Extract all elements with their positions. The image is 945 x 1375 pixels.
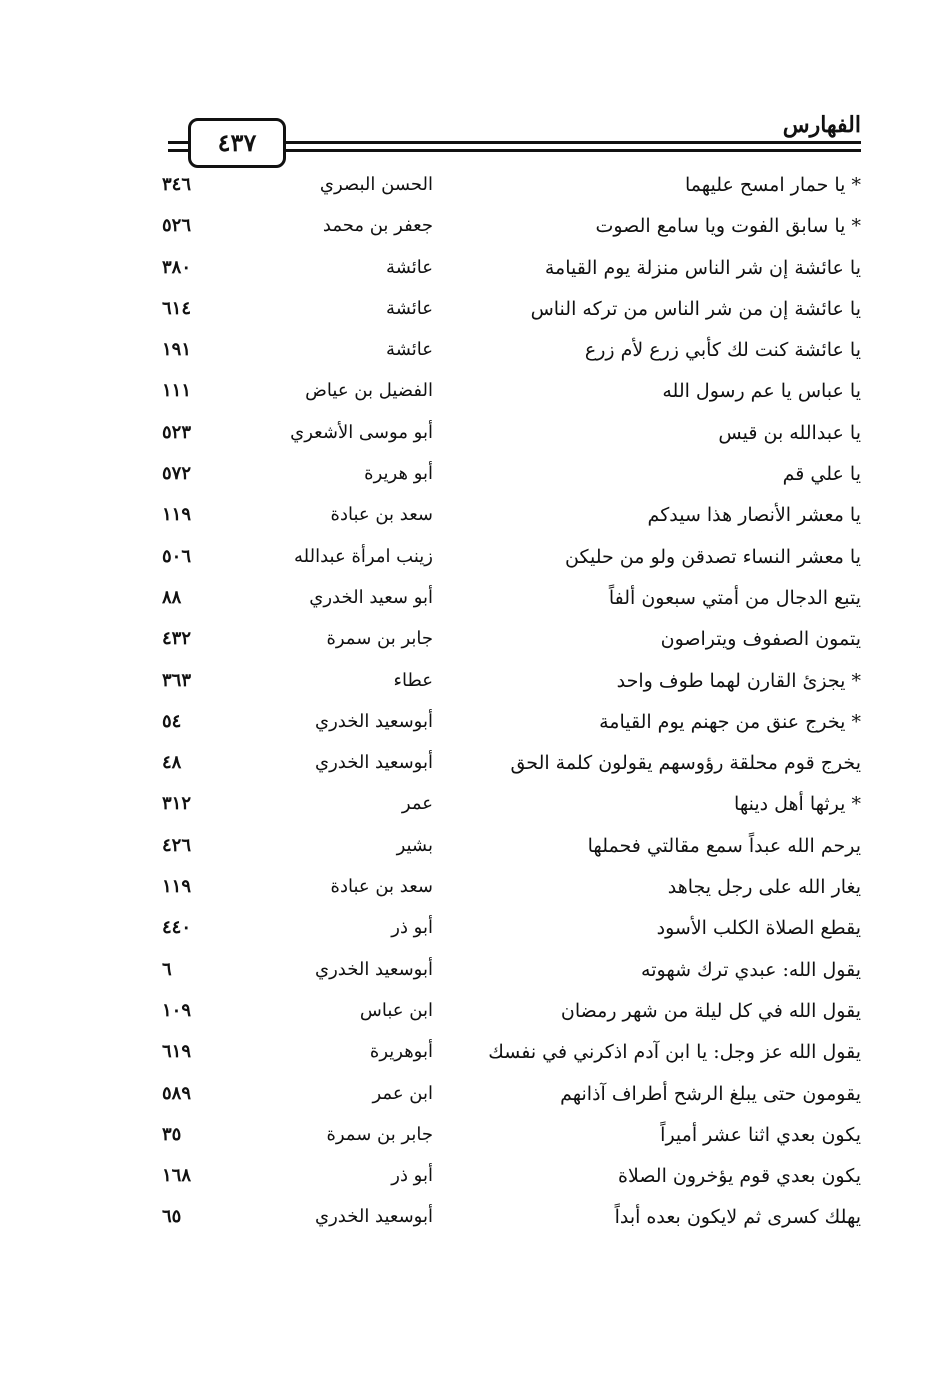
- hadith-text: * يا سابق الفوت ويا سامع الصوت: [595, 215, 861, 238]
- page-ref: ٥٢٦: [162, 215, 192, 237]
- index-list: [0, 168, 945, 1242]
- index-row: [0, 581, 945, 622]
- page-ref: ٣٥: [162, 1123, 182, 1145]
- hadith-text: يغار الله على رجل يجاهد: [667, 876, 861, 899]
- index-row: [0, 1118, 945, 1159]
- index-row: [0, 1159, 945, 1200]
- hadith-text: يقول الله عز وجل: يا ابن آدم اذكرني في نفسك: [488, 1041, 861, 1064]
- narrator-name: جعفر بن محمد: [322, 215, 433, 237]
- page-ref: ٣٤٦: [162, 174, 192, 195]
- index-row: [0, 292, 945, 333]
- index-row: [0, 829, 945, 870]
- hadith-text: يا عبدالله بن قيس: [718, 421, 861, 444]
- narrator-name: الفضيل بن عياض: [305, 380, 433, 402]
- hadith-text: يخرج قوم محلقة رؤوسهم يقولون كلمة الحق: [510, 752, 861, 775]
- narrator-name: ابن عمر: [372, 1082, 433, 1104]
- narrator-name: أبوسعيد الخدري: [314, 710, 433, 732]
- page-ref: ٣٨٠: [162, 256, 192, 278]
- narrator-name: أبو موسى الأشعري: [290, 421, 433, 443]
- page-ref: ٤٣٢: [162, 628, 192, 650]
- narrator-name: ابن عباس: [359, 999, 433, 1021]
- index-row: [0, 622, 945, 663]
- hadith-text: * يا حمار امسح عليهما: [685, 174, 861, 196]
- hadith-text: يا معشر النساء تصدقن ولو من حليكن: [565, 545, 861, 568]
- hadith-text: يتبع الدجال من أمتي سبعون ألفاً: [608, 586, 861, 609]
- index-row: [0, 416, 945, 457]
- page-ref: ٥٤: [162, 710, 182, 732]
- hadith-text: يرحم الله عبداً سمع مقالتي فحملها: [587, 834, 861, 857]
- hadith-text: يكون بعدي اثنا عشر أميراً: [660, 1123, 861, 1146]
- index-row: [0, 540, 945, 581]
- index-row: [0, 911, 945, 952]
- page-ref: ٥٨٩: [162, 1082, 192, 1104]
- hadith-text: يقول الله: عبدي ترك شهوته: [641, 958, 861, 981]
- page-ref: ١٦٨: [162, 1165, 192, 1187]
- hadith-text: يا عائشة إن من شر الناس من تركه الناس: [530, 297, 861, 320]
- hadith-text: يا علي قم: [782, 463, 861, 486]
- narrator-name: زينب امرأة عبدالله: [294, 545, 433, 567]
- hadith-text: * يجزئ القارن لهما طوف واحد: [616, 669, 861, 692]
- page-ref: ٦١٤: [162, 297, 192, 319]
- page-ref: ٦: [162, 958, 172, 980]
- narrator-name: بشير: [396, 834, 433, 856]
- hadith-text: يا معشر الأنصار هذا سيدكم: [647, 504, 861, 527]
- page-ref: ١١٩: [162, 876, 192, 898]
- index-row: [0, 374, 945, 415]
- hadith-text: يا عباس يا عم رسول الله: [662, 380, 861, 403]
- narrator-name: أبوسعيد الخدري: [314, 752, 433, 774]
- narrator-name: أبوسعيد الخدري: [314, 1206, 433, 1228]
- index-row: [0, 746, 945, 787]
- index-row: [0, 209, 945, 250]
- narrator-name: سعد بن عبادة: [330, 876, 433, 898]
- index-row: [0, 1077, 945, 1118]
- hadith-text: * يرثها أهل دينها: [734, 793, 861, 816]
- index-row: [0, 870, 945, 911]
- page-ref: ٣١٢: [162, 793, 192, 815]
- page-ref: ١١١: [162, 380, 192, 402]
- page-ref: ١٩١: [162, 339, 192, 361]
- page-ref: ٥٠٦: [162, 545, 192, 567]
- index-row: [0, 333, 945, 374]
- narrator-name: عائشة: [386, 297, 433, 319]
- narrator-name: أبوهريرة: [369, 1041, 433, 1063]
- narrator-name: الحسن البصري: [319, 174, 433, 195]
- page-ref: ١٠٩: [162, 999, 192, 1021]
- page-ref: ٥٢٣: [162, 421, 192, 443]
- index-row: [0, 457, 945, 498]
- hadith-text: يقومون حتى يبلغ الرشح أطراف آذانهم: [560, 1082, 861, 1105]
- narrator-name: عائشة: [386, 256, 433, 278]
- page-number: ٤٣٧: [188, 118, 286, 168]
- narrator-name: جابر بن سمرة: [326, 628, 433, 650]
- page-ref: ٦٥: [162, 1206, 182, 1228]
- page-ref: ٥٧٢: [162, 463, 192, 485]
- page-ref: ٦١٩: [162, 1041, 192, 1063]
- page-title: الفهارس: [782, 112, 861, 138]
- hadith-text: يتمون الصفوف ويتراصون: [660, 628, 861, 651]
- index-row: [0, 994, 945, 1035]
- index-row: [0, 1035, 945, 1076]
- hadith-text: * يخرج عنق من جهنم يوم القيامة: [599, 710, 861, 733]
- index-row: [0, 705, 945, 746]
- index-row: [0, 251, 945, 292]
- narrator-name: سعد بن عبادة: [330, 504, 433, 526]
- page-ref: ٣٦٣: [162, 669, 192, 691]
- page-ref: ١١٩: [162, 504, 192, 526]
- index-row: [0, 953, 945, 994]
- page-ref: ٤٢٦: [162, 834, 192, 856]
- index-row: [0, 664, 945, 705]
- index-row: [0, 168, 945, 209]
- narrator-name: عطاء: [393, 669, 433, 691]
- page-ref: ٤٨: [162, 752, 182, 774]
- narrator-name: عمر: [401, 793, 433, 815]
- index-row: [0, 498, 945, 539]
- hadith-text: يا عائشة إن شر الناس منزلة يوم القيامة: [544, 256, 861, 279]
- narrator-name: أبو سعيد الخدري: [309, 586, 433, 608]
- hadith-text: يكون بعدي قوم يؤخرون الصلاة: [618, 1165, 861, 1188]
- hadith-text: يقطع الصلاة الكلب الأسود: [656, 917, 861, 940]
- hadith-text: يقول الله في كل ليلة من شهر رمضان: [560, 999, 861, 1022]
- narrator-name: أبو ذر: [391, 1165, 433, 1187]
- narrator-name: أبو ذر: [391, 917, 433, 939]
- hadith-text: يهلك كسرى ثم لايكون بعده أبداً: [614, 1206, 861, 1229]
- narrator-name: أبو هريرة: [364, 463, 433, 485]
- narrator-name: أبوسعيد الخدري: [314, 958, 433, 980]
- narrator-name: عائشة: [386, 339, 433, 361]
- index-row: [0, 1200, 945, 1241]
- hadith-text: يا عائشة كنت لك كأبي زرع لأم زرع: [584, 339, 861, 362]
- index-row: [0, 787, 945, 828]
- page-ref: ٨٨: [162, 586, 182, 608]
- page-ref: ٤٤٠: [162, 917, 192, 939]
- narrator-name: جابر بن سمرة: [326, 1123, 433, 1145]
